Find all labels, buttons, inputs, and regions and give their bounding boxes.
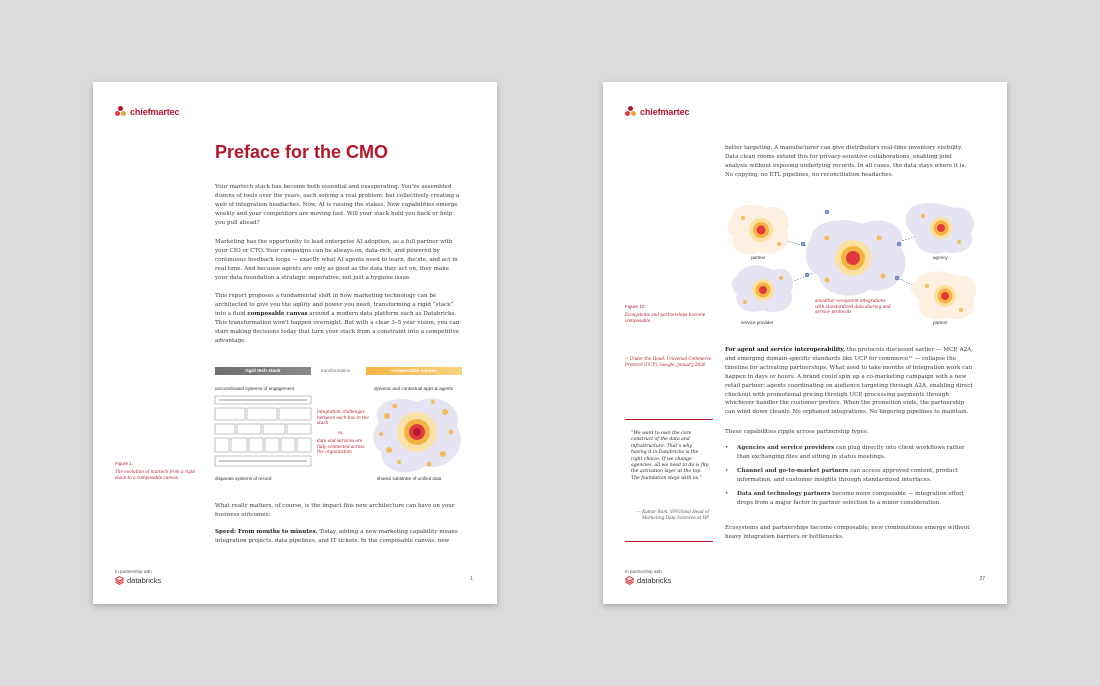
bullet-bold: Data and technology partners: [737, 490, 831, 497]
proposal-text-a: This report proposes a fundamental shift in how marketing technology can be architected to give you the agility and power you need, transforming a rigid “stack” into a fluid: [215, 293, 454, 317]
figure-10-label: Figure 10.: [625, 304, 646, 309]
label-disparate-systems: disparate systems of record: [215, 476, 272, 481]
proposal-text-b: around a modern data platform such as Databricks. This transformation won’t happen overnight. But with a clear 3–5 year vision, you can start making decisions today that turn your stack from a constraint into a competitive advantage.: [215, 310, 460, 344]
note-integration-challenges: integration challenges between each box in the stack: [317, 409, 369, 426]
label-uncoordinated-systems: uncoordinated systems of engagement: [215, 386, 295, 391]
paragraph-intro: Your martech stack has become both essential and exasperating. You’ve assembled dozens of tools over the years, each solving a real problem, but collectively creating a web of integration headaches. Now, AI is raising the stakes. New capabilities emerge weekly and your competitors are moving fast. Will your stack hold you back or help you pull ahead?: [215, 184, 460, 226]
list-item: [725, 467, 975, 485]
logo-text: chiefmartec: [130, 106, 180, 117]
pull-quote-attribution: — Kumar Ram, VP/Global Head of Marketing Data Sciences at HP: [636, 509, 709, 520]
page-title: Preface for the CMO: [215, 142, 389, 162]
node-label-partner: partner: [751, 255, 766, 260]
speed-text: Today, adding a new marketing capability means integration projects, data pipelines, and IT tickets. In the composable canvas, new: [215, 529, 458, 544]
proposal-bold: composable canvas: [247, 310, 308, 317]
rigid-stack-diagram: [213, 394, 317, 474]
page-number: 27: [979, 576, 985, 582]
node-label-service-provider: service provider: [741, 320, 774, 325]
pull-quote: “We want to own the core construct of the data and infrastructure. That’s why having it in Databricks is the right choice. If we change agencies, all we need to do is flip the activation layer at the top. The foundation stays with us.”: [631, 431, 709, 481]
quote-rule-top: [625, 419, 713, 420]
bullet-text: can access approved content, product information, and customer insights through standardized interfaces.: [737, 467, 958, 483]
label-shared-substrate: shared substrate of unified data: [377, 476, 442, 481]
bar-transformation-label: transformation: [321, 368, 351, 373]
node-label-partner-2: partner: [933, 320, 948, 325]
interop-bold: For agent and service interoperability,: [725, 347, 846, 353]
note-connected-data: data and services are fully connected across the organization: [317, 438, 365, 455]
bar-rigid-tech-stack: rigid tech stack: [215, 367, 311, 375]
quote-rule-bottom: [625, 541, 713, 542]
document-page-right: [603, 82, 1007, 604]
partnership-label: In partnership with: [115, 569, 152, 574]
paragraph-opportunity: Marketing has the opportunity to lead enterprise AI adoption, as a full partner with your CIO or CTO. Your campaigns can be always-on, data-rich, and powered by continuous feedback loops — exactly what AI agents need to learn, decide, and act in real time. And because agents are only as good as the data they act on, they make your data foundation a strategic imperative, not just a hygiene issue.: [215, 239, 458, 281]
node-label-agency: agency: [933, 255, 948, 260]
list-item: [725, 444, 975, 462]
document-page-left: [93, 82, 497, 604]
paragraph-proposal: [215, 292, 461, 345]
figure-1-label: Figure 1.: [115, 461, 134, 466]
partnership-list: [725, 444, 975, 512]
list-item: [725, 490, 975, 508]
bullet-text: can plug directly into client workflows rather than exchanging files and sitting in status meetings.: [737, 445, 965, 460]
chiefmartec-logo: [625, 106, 689, 117]
figure-10-caption: Ecosystems and partnerships become composable: [625, 312, 706, 323]
speed-bold: Speed: From months to minutes.: [215, 529, 318, 535]
paragraph-conclusion: Ecosystems and partnerships become composable: new combinations emerge without heavy integration barriers or bottlenecks.: [725, 525, 970, 540]
logo-text: chiefmartec: [640, 106, 690, 117]
databricks-text: databricks: [127, 576, 162, 585]
bullet-bold: Channel and go-to-market partners: [737, 467, 849, 474]
paragraph-outcomes: What really matters, of course, is the impact this new architecture can have on your business outcomes:: [215, 503, 455, 518]
note-vs: vs.: [338, 430, 344, 435]
paragraph-data-clean-rooms: better targeting. A manufacturer can give distributors real-time inventory visibility. Data clean rooms extend this for privacy-sensitive collaborations, enabling joint analysis without exposing underlying records. In all cases, the data stays where it is. No copying, no ETL pipelines, no reconciliation headaches.: [725, 145, 967, 178]
center-note: smoother ecosystem integrations with standardized data sharing and service protocols: [815, 298, 891, 315]
bar-composable-canvas: composable canvas: [366, 367, 462, 375]
bullet-text: become more composable — integration effort drops from a major factor in partner selection to a minor consideration.: [737, 490, 965, 506]
databricks-icon: [115, 576, 124, 585]
footnote-ucp: ¹² Under the Hood: Universal Commerce Protocol (UCP), Google, January 2026: [625, 356, 712, 367]
bullet-bold: Agencies and service providers: [737, 445, 835, 451]
page-number: 1: [470, 576, 473, 582]
databricks-logo: [625, 576, 671, 585]
figure-1-caption: The evolution of martech from a rigid stack to a composable canvas: [115, 469, 195, 480]
chiefmartec-logo: [115, 106, 179, 117]
paragraph-interoperability: [725, 346, 975, 417]
partnership-label: In partnership with: [625, 569, 662, 574]
composable-canvas-diagram: [369, 392, 465, 476]
databricks-logo: [115, 576, 161, 585]
paragraph-capabilities: These capabilities ripple across partnership types:: [725, 429, 869, 435]
chiefmartec-logo-icon: [625, 106, 636, 117]
paragraph-speed: [215, 528, 461, 546]
databricks-text: databricks: [637, 576, 672, 585]
interop-text: the protocols discussed earlier — MCP, A2A, and emerging domain-specific standards like UCP for commerce¹² — collapse the timeline for activating partnerships. What used to take months of integration work can happen in days or hours. A brand could spin up a co-marketing campaign with a new retail partner: agents coordinating on audience targeting through A2A, enabling direct checkout with promotional pricing through UCP, processing payments through whichever handler the customer prefers. When the promotion ends, the partnership can wind down cleanly. No orphaned integrations. No lingering pipelines to maintain.: [725, 347, 973, 416]
label-dynamic-apps: dynamic and contextual apps & agents: [374, 386, 453, 391]
databricks-icon: [625, 576, 634, 585]
chiefmartec-logo-icon: [115, 106, 126, 117]
